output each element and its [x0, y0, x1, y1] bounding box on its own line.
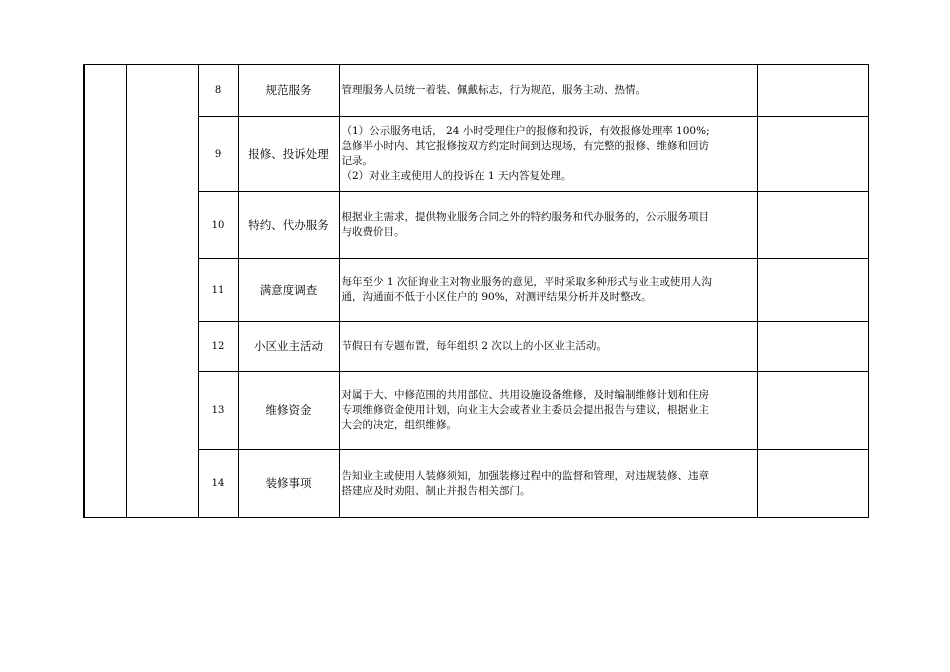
row-number: 13 — [198, 372, 238, 450]
remarks-cell — [757, 192, 868, 259]
table-row — [84, 259, 868, 322]
item-name: 特约、代办服务 — [238, 192, 339, 259]
content-line: 搭建应及时劝阻、制止并报告相关部门。 — [341, 484, 531, 497]
content-line: （2）对业主或使用人的投诉在 1 天内答复处理。 — [341, 170, 572, 182]
content-line: （1）公示服务电话， 24 小时受理住户的报修和投诉，有效报修处理率 100%; — [341, 125, 710, 137]
content-line: 专项维修资金使用计划，向业主大会或者业主委员会提出报告与建议，根据业主 — [341, 404, 709, 416]
remarks-cell — [757, 372, 868, 450]
remarks-cell — [757, 117, 868, 192]
service-standards-table — [83, 64, 869, 518]
remarks-cell — [757, 259, 868, 322]
table-row — [84, 192, 868, 259]
subcategory-cell — [126, 65, 198, 518]
table-row — [84, 65, 868, 117]
item-content — [339, 450, 757, 518]
content-line: 节假日有专题布置，每年组织 2 次以上的小区业主活动。 — [341, 340, 607, 352]
content-line: 通，沟通面不低于小区住户的 90%，对测评结果分析并及时整改。 — [341, 291, 652, 303]
remarks-cell — [757, 450, 868, 518]
remarks-cell — [757, 322, 868, 372]
item-name: 装修事项 — [238, 450, 339, 518]
content-line: 管理服务人员统一着装、佩戴标志，行为规范，服务主动、热情。 — [341, 84, 646, 96]
item-name: 报修、投诉处理 — [238, 117, 339, 192]
item-content — [339, 192, 757, 259]
table-row — [84, 322, 868, 372]
row-number: 8 — [198, 65, 238, 117]
content-line: 对属于大、中修范围的共用部位、共用设施设备维修，及时编制维修计划和住房 — [341, 389, 709, 401]
item-name: 满意度调查 — [238, 259, 339, 322]
content-line: 告知业主或使用人装修须知，加强装修过程中的监督和管理，对违规装修、违章 — [341, 469, 709, 482]
row-number: 11 — [198, 259, 238, 322]
row-number: 14 — [198, 450, 238, 518]
item-content — [339, 259, 757, 322]
table-row — [84, 117, 868, 192]
content-line: 与收费价目。 — [341, 226, 405, 238]
item-content — [339, 372, 757, 450]
item-name: 小区业主活动 — [238, 322, 339, 372]
row-number: 10 — [198, 192, 238, 259]
item-name: 维修资金 — [238, 372, 339, 450]
content-line: 根据业主需求，提供物业服务合同之外的特约服务和代办服务的，公示服务项目 — [341, 211, 709, 223]
content-line: 急修半小时内、其它报修按双方约定时间到达现场，有完整的报修、维修和回访 — [341, 140, 709, 152]
item-name: 规范服务 — [238, 65, 339, 117]
item-content — [339, 322, 757, 372]
row-number: 12 — [198, 322, 238, 372]
remarks-cell — [757, 65, 868, 117]
table-row — [84, 372, 868, 450]
item-content — [339, 65, 757, 117]
content-line: 每年至少 1 次征询业主对物业服务的意见，平时采取多种形式与业主或使用人沟 — [341, 276, 712, 288]
table-row — [84, 450, 868, 518]
content-line: 记录。 — [341, 155, 373, 167]
row-number: 9 — [198, 117, 238, 192]
content-line: 大会的决定，组织维修。 — [341, 419, 457, 431]
item-content — [339, 117, 757, 192]
category-cell — [84, 65, 126, 518]
